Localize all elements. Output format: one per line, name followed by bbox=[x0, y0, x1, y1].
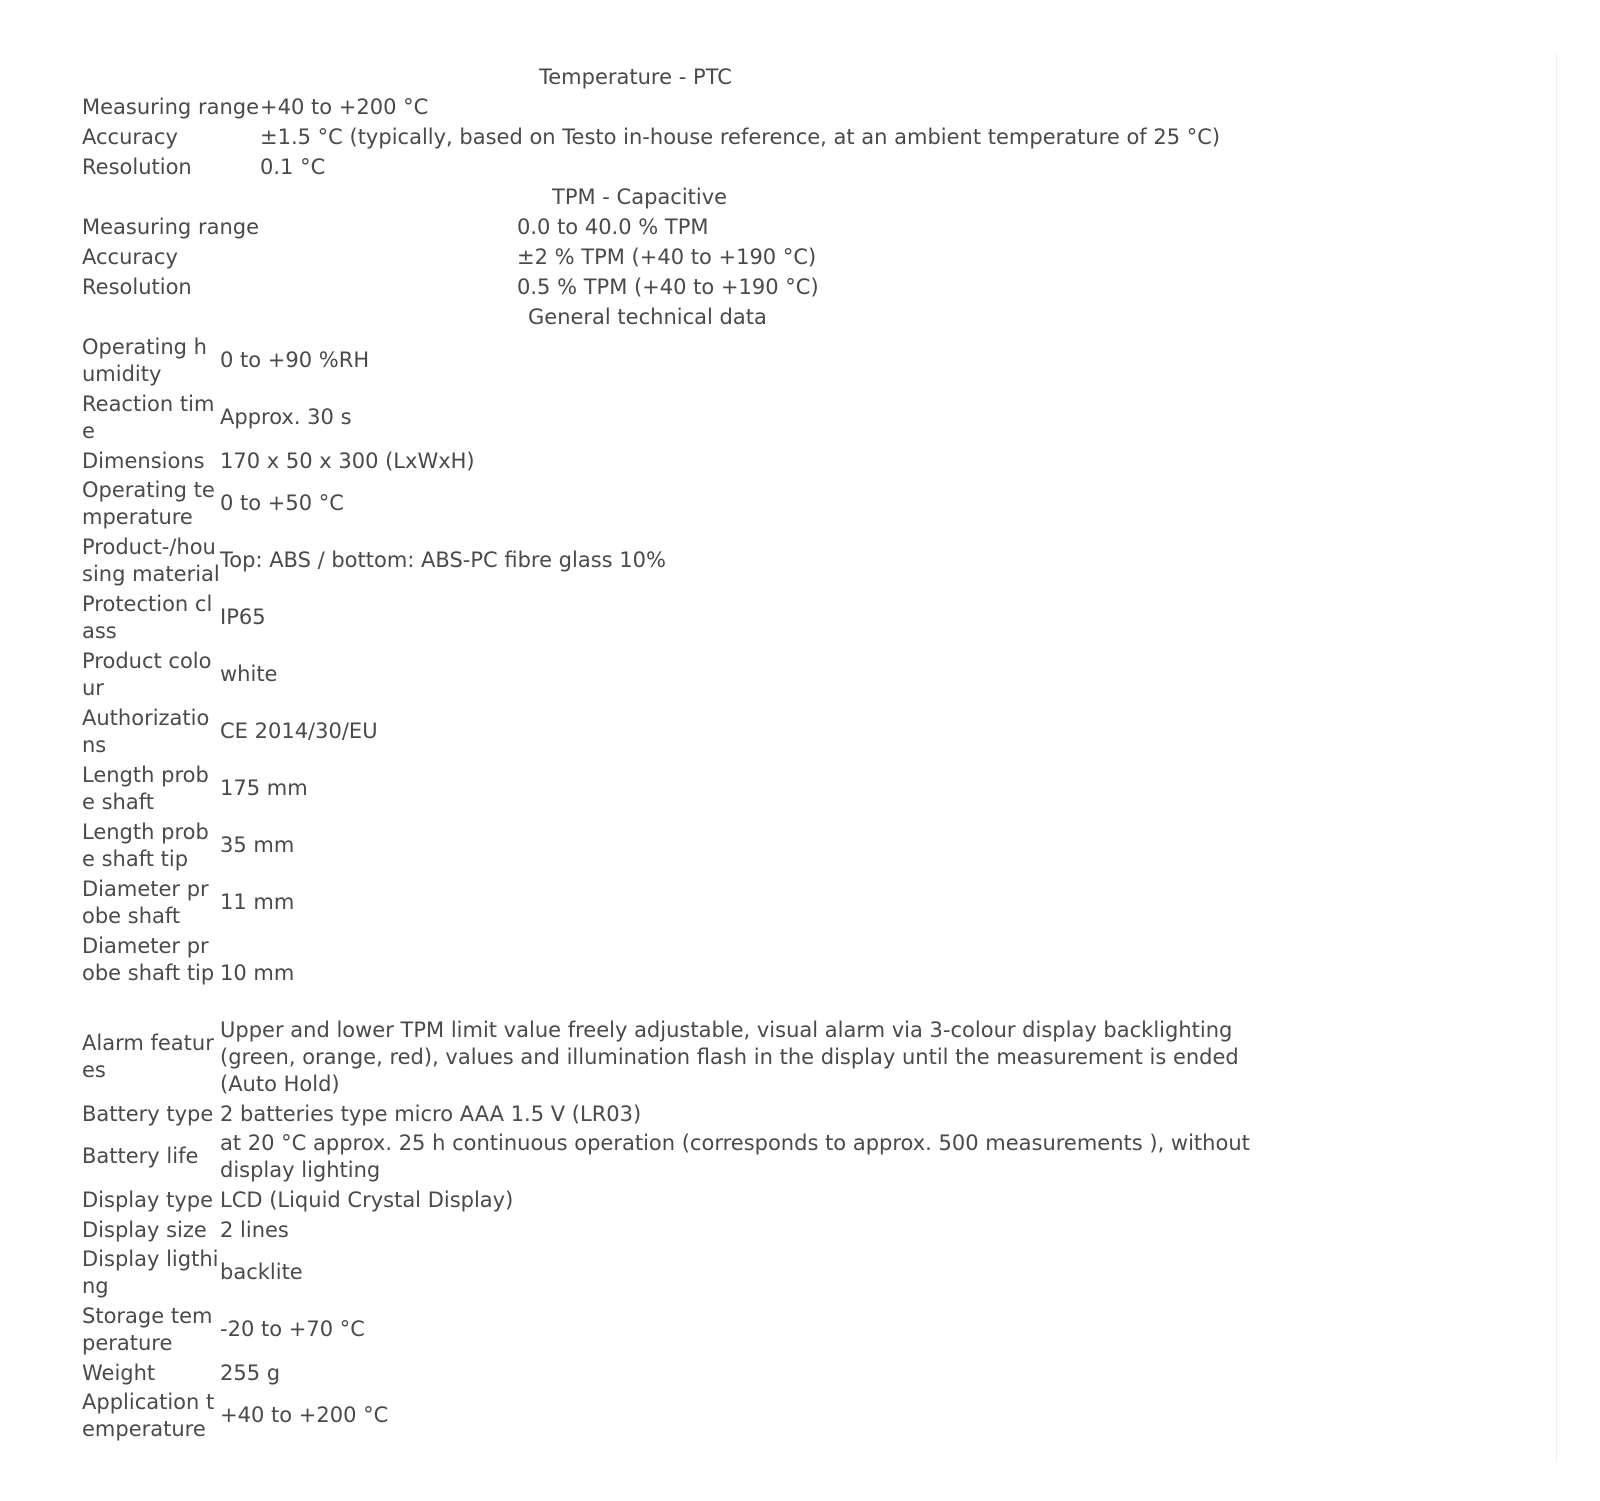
spec-label: Battery type bbox=[82, 1102, 214, 1126]
spec-value: 10 mm bbox=[220, 961, 295, 985]
spec-label: Display type bbox=[82, 1188, 213, 1212]
spec-label: Dimensions bbox=[82, 449, 205, 473]
spec-label: Accuracy bbox=[82, 245, 178, 269]
spec-value: CE 2014/30/EU bbox=[220, 719, 378, 743]
spec-label: Weight bbox=[82, 1361, 156, 1385]
spec-label: Product-/housing material bbox=[82, 535, 220, 586]
spec-value: LCD (Liquid Crystal Display) bbox=[220, 1188, 514, 1212]
spec-label: Length probe shaft tip bbox=[82, 820, 209, 871]
spec-value: 0.5 % TPM (+40 to +190 °C) bbox=[517, 275, 819, 299]
section-title-temperature-ptc: Temperature - PTC bbox=[539, 65, 732, 89]
spec-label: Resolution bbox=[82, 155, 192, 179]
spec-label: Alarm features bbox=[82, 1031, 214, 1082]
spec-label: Display size bbox=[82, 1218, 207, 1242]
spec-label: Operating humidity bbox=[82, 335, 207, 386]
spec-value: 35 mm bbox=[220, 833, 295, 857]
spec-label: Protection class bbox=[82, 592, 213, 643]
spec-value: ±1.5 °C (typically, based on Testo in-house reference, at an ambient temperature of 25 °C) bbox=[260, 125, 1221, 149]
spec-label: Length probe shaft bbox=[82, 763, 209, 814]
spec-value: 0 to +50 °C bbox=[220, 491, 344, 515]
spec-label: Battery life bbox=[82, 1144, 199, 1168]
spec-label: Storage temperature bbox=[82, 1304, 213, 1355]
right-border bbox=[1556, 52, 1557, 1462]
spec-label: Application temperature bbox=[82, 1390, 215, 1441]
spec-value: backlite bbox=[220, 1260, 303, 1284]
spec-value: IP65 bbox=[220, 605, 266, 629]
spec-label: Authorizations bbox=[82, 706, 210, 757]
spec-value: Approx. 30 s bbox=[220, 405, 352, 429]
spec-value: 170 x 50 x 300 (LxWxH) bbox=[220, 449, 475, 473]
spec-value: 175 mm bbox=[220, 776, 308, 800]
spec-label: Diameter probe shaft bbox=[82, 877, 209, 928]
spec-value: white bbox=[220, 662, 278, 686]
section-title-general-technical-data: General technical data bbox=[528, 305, 767, 329]
spec-label: Display ligthing bbox=[82, 1247, 219, 1298]
spec-value: 2 lines bbox=[220, 1218, 289, 1242]
spec-value: -20 to +70 °C bbox=[220, 1317, 365, 1341]
spec-label: Diameter probe shaft tip bbox=[82, 934, 215, 985]
spec-value: 0.1 °C bbox=[260, 155, 326, 179]
section-title-tpm-capacitive: TPM - Capacitive bbox=[552, 185, 728, 209]
spec-value: 0.0 to 40.0 % TPM bbox=[517, 215, 709, 239]
spec-value: 0 to +90 %RH bbox=[220, 348, 370, 372]
spec-value: 11 mm bbox=[220, 890, 295, 914]
spec-value: Upper and lower TPM limit value freely adjustable, visual alarm via 3-colour display backlighting (green, orange, red), values and illumination flash in the display until the measurement is ended (Auto Hold) bbox=[220, 1018, 1239, 1096]
spec-value: +40 to +200 °C bbox=[220, 1403, 389, 1427]
spec-label: Measuring range bbox=[82, 215, 260, 239]
spec-value: at 20 °C approx. 25 h continuous operation (corresponds to approx. 500 measurements ), without display lighting bbox=[220, 1131, 1250, 1182]
spec-label: Accuracy bbox=[82, 125, 178, 149]
spec-label: Product colour bbox=[82, 649, 212, 700]
spec-value: Top: ABS / bottom: ABS-PC fibre glass 10% bbox=[220, 548, 666, 572]
spec-value: +40 to +200 °C bbox=[260, 95, 429, 119]
spec-label: Resolution bbox=[82, 275, 192, 299]
spec-label: Operating temperature bbox=[82, 478, 215, 529]
spec-value: 2 batteries type micro AAA 1.5 V (LR03) bbox=[220, 1102, 642, 1126]
spec-label: Reaction time bbox=[82, 392, 215, 443]
spec-value: 255 g bbox=[220, 1361, 281, 1385]
spec-value: ±2 % TPM (+40 to +190 °C) bbox=[517, 245, 817, 269]
spec-label: Measuring range bbox=[82, 95, 260, 119]
